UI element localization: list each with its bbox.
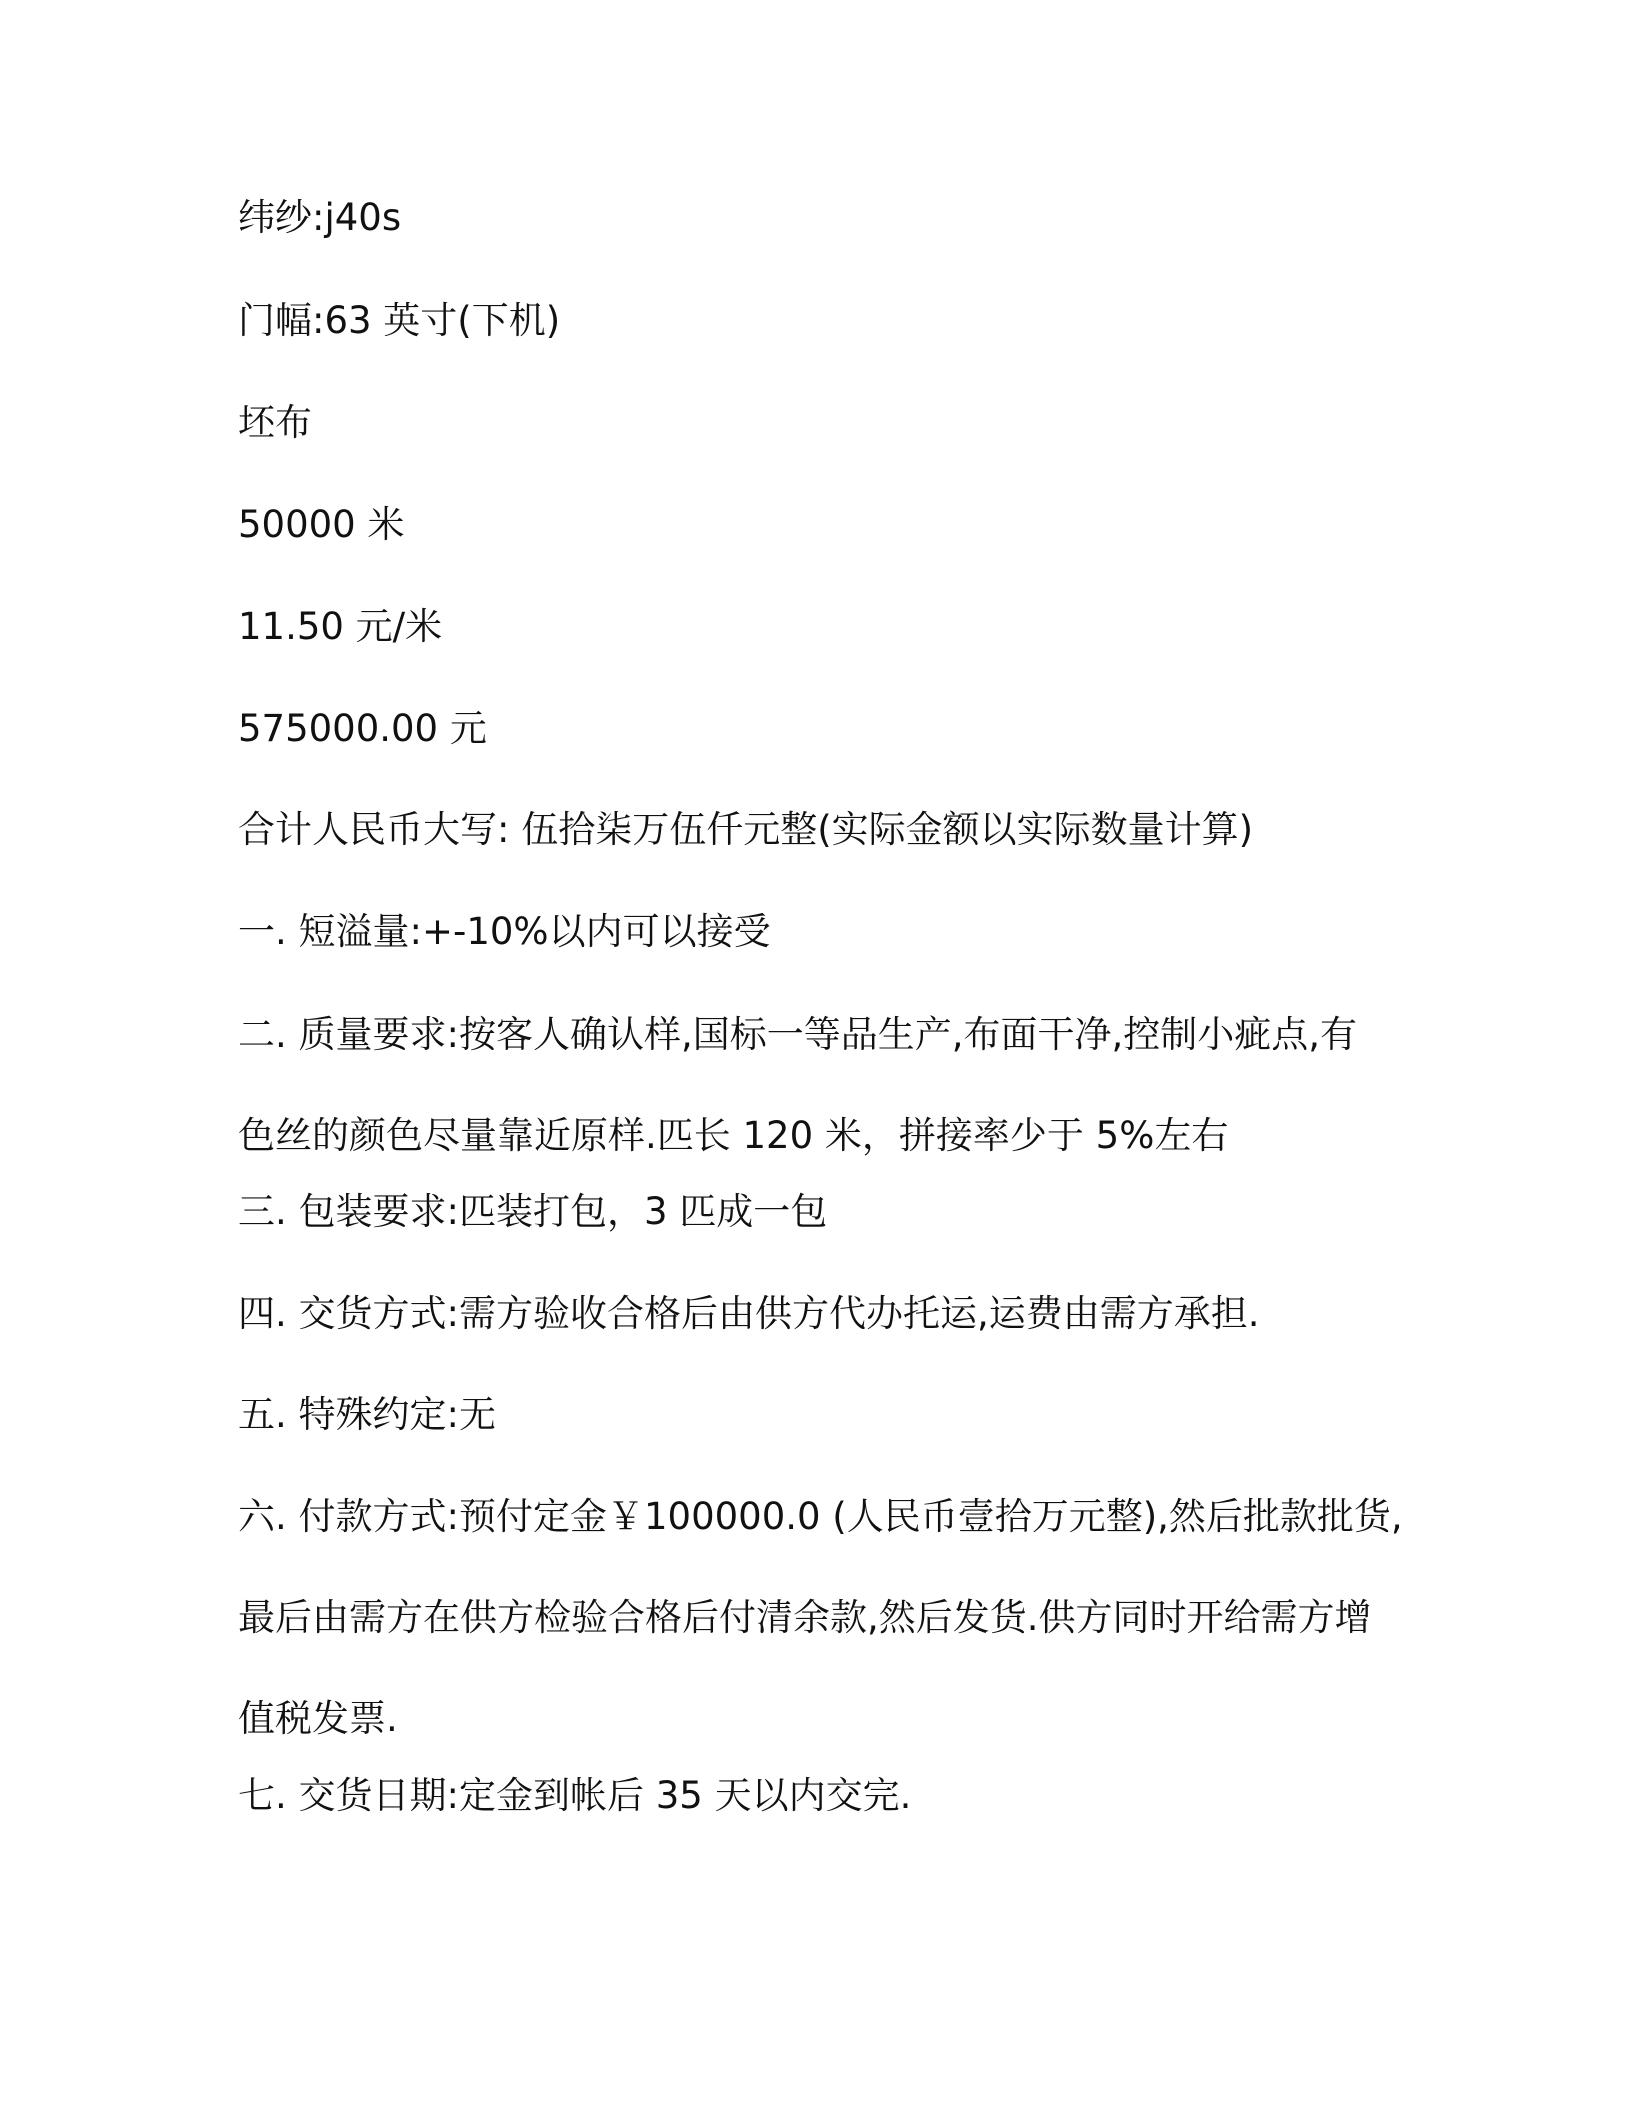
quality-clause-row: 二. 质量要求:按客人确认样,国标一等品生产,布面干净,控制小疵点,有 [238,1013,1358,1056]
delivery-date-clause: 七. 交货日期:定金到帐后 35 天以内交完. [238,1774,912,1817]
special-terms-clause: 五. 特殊约定:无 [238,1393,496,1436]
amount-line: 575000.00 元 [238,707,487,750]
greige-line: 坯布 [238,401,312,444]
quantity-line: 50000 米 [238,503,405,546]
weft-yarn-line: 纬纱:j40s [238,196,402,239]
payment-clause-row: 值税发票. [238,1697,398,1740]
tolerance-clause: 一. 短溢量:+-10%以内可以接受 [238,910,771,953]
delivery-method-clause: 四. 交货方式:需方验收合格后由供方代办托运,运费由需方承担. [238,1292,1260,1335]
unit-price-line: 11.50 元/米 [238,605,443,648]
width-line: 门幅:63 英寸(下机) [238,299,561,342]
total-amount-line: 合计人民币大写: 伍拾柒万伍仟元整(实际金额以实际数量计算) [238,808,1254,851]
quality-clause-row: 色丝的颜色尽量靠近原样.匹长 120 米，拼接率少于 5%左右 [238,1114,1229,1157]
payment-clause-row: 六. 付款方式:预付定金￥100000.0 (人民币壹拾万元整),然后批款批货, [238,1495,1403,1538]
packaging-clause: 三. 包装要求:匹装打包，3 匹成一包 [238,1190,828,1233]
payment-clause-row: 最后由需方在供方检验合格后付清余款,然后发货.供方同时开给需方增 [238,1596,1372,1639]
payment-clause [238,1492,1403,1744]
quality-clause [238,1010,1378,1161]
